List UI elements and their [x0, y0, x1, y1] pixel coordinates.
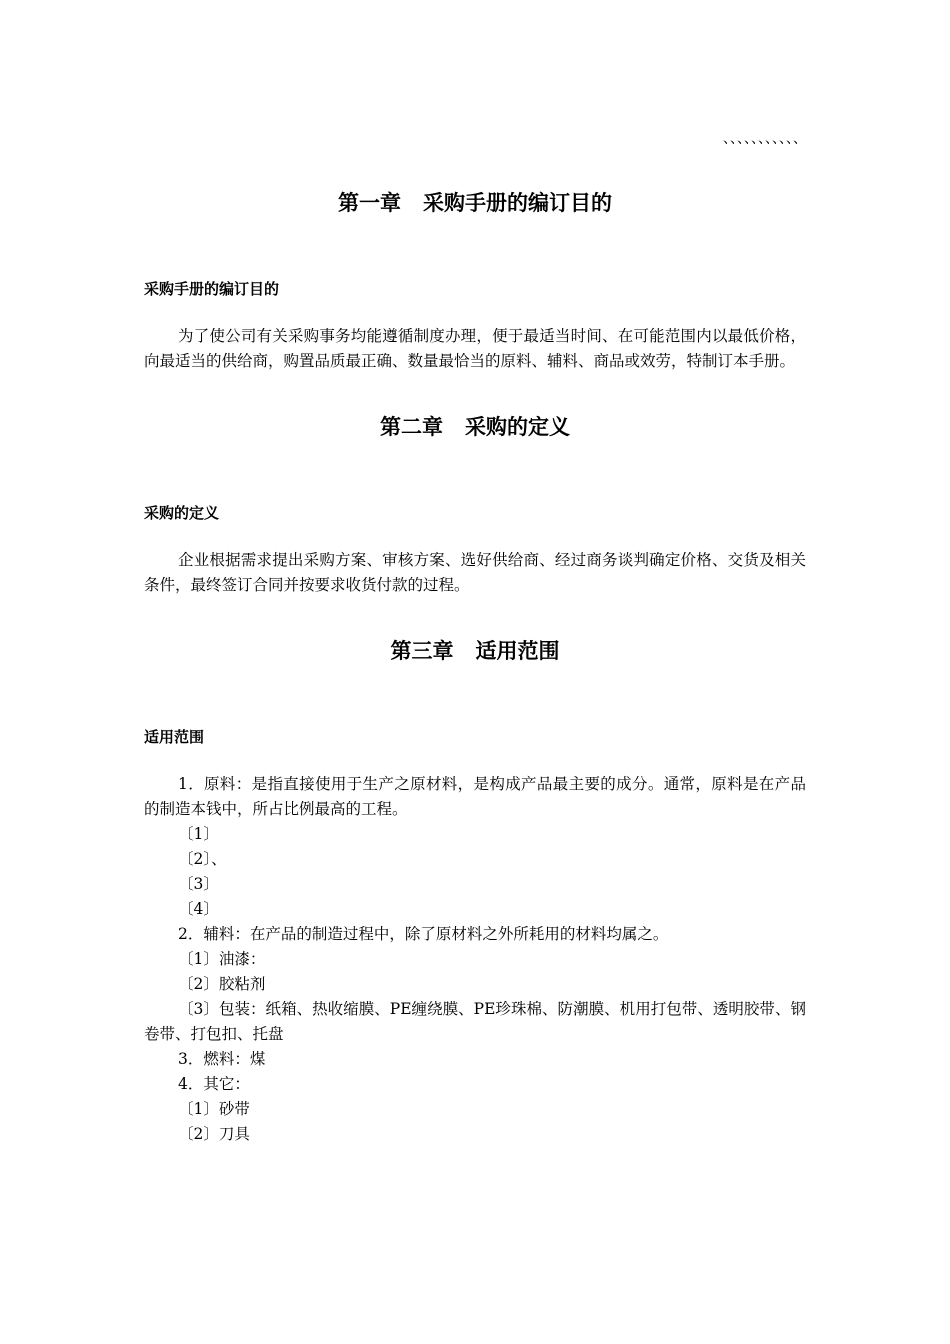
chapter-3-section-heading: 适用范围 [144, 728, 205, 746]
chapter-1-section-heading: 采购手册的编订目的 [144, 280, 280, 298]
list-item: 〔3〕 [178, 875, 219, 893]
list-item: 1．原料：是指直接使用于生产之原材料，是构成产品最主要的成分。通常，原料是在产品的制造本钱中，所占比例最高的工程。 [144, 775, 806, 818]
chapter-2-paragraph: 企业根据需求提出采购方案、审核方案、选好供给商、经过商务谈判确定价格、交货及相关条件，最终签订合同并按要求收货付款的过程。 [144, 551, 806, 594]
chapter-3-title: 第三章 适用范围 [390, 639, 560, 663]
list-item: 〔4〕 [178, 900, 219, 918]
list-item: 〔1〕砂带 [178, 1100, 250, 1118]
list-item: 〔1〕油漆： [178, 950, 266, 968]
list-item: 2．辅料：在产品的制造过程中，除了原材料之外所耗用的材料均属之。 [178, 925, 669, 943]
list-item: 〔2〕、 [178, 850, 227, 868]
list-item: 〔3〕包装：纸箱、热收缩膜、PE缠绕膜、PE珍珠棉、防潮膜、机用打包带、透明胶带、钢卷带、打包扣、托盘 [144, 1000, 806, 1043]
list-item: 4．其它： [178, 1075, 250, 1093]
list-item: 〔2〕胶粘剂 [178, 975, 266, 993]
list-item: 〔2〕刀具 [178, 1125, 250, 1143]
chapter-1-title: 第一章 采购手册的编订目的 [338, 191, 612, 215]
list-item: 3．燃料：煤 [178, 1050, 266, 1068]
chapter-1-paragraph: 为了使公司有关采购事务均能遵循制度办理，便于最适当时间、在可能范围内以最低价格，向最适当的供给商，购置品质最正确、数量最恰当的原料、辅料、商品或效劳，特制订本手册。 [144, 327, 806, 370]
header-mark: 、、、、、、、、、、、 [723, 131, 807, 147]
chapter-2-section-heading: 采购的定义 [144, 504, 220, 522]
chapter-2-title: 第二章 采购的定义 [380, 415, 570, 439]
list-item: 〔1〕 [178, 825, 219, 843]
scope-list [144, 772, 806, 1147]
